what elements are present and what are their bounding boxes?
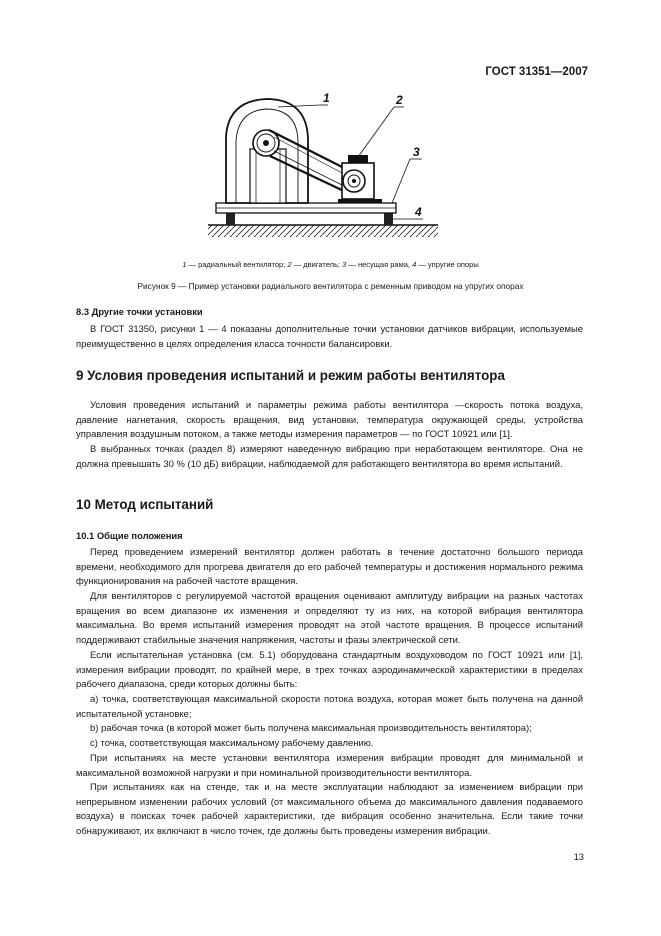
fan-installation-drawing bbox=[208, 85, 438, 245]
fan-pedestal bbox=[250, 149, 286, 203]
paragraph: При испытаниях как на стенде, так и на месте эксплуатации наблюдают за изменением вибрации при непрерывном изменении рабочих условий (от максимального объема до максимального давления подаваемого воздуха) в поисках точек рабочей характеристики, где вибрация особенно значительна. Если такие точки обнаруживают, их включают в число точек, где должны быть проведены измерения вибрации. bbox=[76, 782, 583, 837]
legend-num: 3 bbox=[342, 260, 347, 269]
callout-2: 2 bbox=[396, 93, 403, 107]
paragraph: При испытаниях на месте установки вентилятора измерения вибрации проводят для минимальной и максимальной возможной нагрузки и при номинальной производительности вентилятора. bbox=[76, 753, 583, 779]
legend-text: — двигатель; bbox=[291, 260, 343, 269]
legend-text: — радиальный вентилятор; bbox=[186, 260, 288, 269]
figure-legend bbox=[0, 260, 661, 269]
paragraph: В выбранных точках (раздел 8) измеряют наведенную вибрацию при неработающем вентиляторе. Она не должна превышать 30 % (10 дБ) вибрации, наблюдаемой для работающего вентилятора во время испытаний. bbox=[76, 444, 583, 470]
paragraph: Перед проведением измерений вентилятор должен работать в течение достаточно большого периода времени, необходимого для прогрева двигателя до его рабочей температуры и достижения нормального режима функционирования на рабочей частоте вращения. bbox=[76, 547, 583, 588]
heading-8-3: 8.3 Другие точки установки bbox=[76, 306, 203, 317]
list-item-b: b) рабочая точка (в которой может быть получена максимальная производительность вентилятора); bbox=[90, 723, 532, 734]
paragraph: Для вентиляторов с регулируемой частотой вращения оценивают амплитуду вибрации на разных частотах вращения во всем диапазоне их изменения и определяют ту из них, на которой вибрация вентилятора максимальна. Во время испытаний измерения проводят на этой частоте вращения. В процессе испытаний поддерживают стабильные значения напряжения, частоты и фазы электрической сети. bbox=[76, 591, 583, 646]
figure-caption: Рисунок 9 — Пример установки радиального вентилятора с ременным приводом на упругих опорах bbox=[137, 281, 524, 291]
legend-num: 4 bbox=[412, 260, 417, 269]
legend-text: — несущая рама, bbox=[346, 260, 413, 269]
elastic-support-right bbox=[384, 213, 393, 225]
legend-num: 1 bbox=[182, 260, 187, 269]
legend-num: 2 bbox=[287, 260, 292, 269]
heading-9: 9 Условия проведения испытаний и режим работы вентилятора bbox=[76, 368, 505, 383]
legend-text: — упругие опоры bbox=[416, 260, 479, 269]
heading-10: 10 Метод испытаний bbox=[76, 497, 214, 512]
list-item-c: c) точка, соответствующая максимальному рабочему давлению. bbox=[90, 738, 374, 749]
heading-10-1: 10.1 Общие положения bbox=[76, 530, 183, 541]
page-number: 13 bbox=[573, 851, 584, 862]
list-item-a: a) точка, соответствующая максимальной скорости потока воздуха, которая может быть получена на данной испытательной установке; bbox=[76, 694, 583, 720]
elastic-support-left bbox=[226, 213, 235, 225]
drawing-svg bbox=[208, 85, 438, 245]
motor-terminal-box bbox=[348, 155, 368, 163]
callout-1: 1 bbox=[323, 91, 330, 105]
paragraph: Условия проведения испытаний и параметры режима работы вентилятора —скорость потока воздуха, давление нагнетания, скорость вращения, вид установки, температура окружающей среды, устройства управления воздушным потоком, а также методы измерения параметров — по ГОСТ 10921 или [1]. bbox=[76, 400, 583, 441]
callout-4: 4 bbox=[415, 205, 422, 219]
callout-3: 3 bbox=[413, 145, 420, 159]
document-standard-header: ГОСТ 31351—2007 bbox=[485, 66, 588, 78]
motor-feet bbox=[338, 199, 382, 203]
paragraph: Если испытательная установка (см. 5.1) оборудована стандартным воздуховодом по ГОСТ 10921 или [1], измерения вибрации проводят, по крайней мере, в трех точках аэродинамической характеристики в пределах рабочего диапазона, среди которых должны быть: bbox=[76, 650, 583, 691]
ground-hatch bbox=[208, 225, 438, 237]
paragraph: В ГОСТ 31350, рисунки 1 — 4 показаны дополнительные точки установки датчиков вибрации, используемые преимущественно в целях определения класса точности балансировки. bbox=[76, 324, 583, 350]
